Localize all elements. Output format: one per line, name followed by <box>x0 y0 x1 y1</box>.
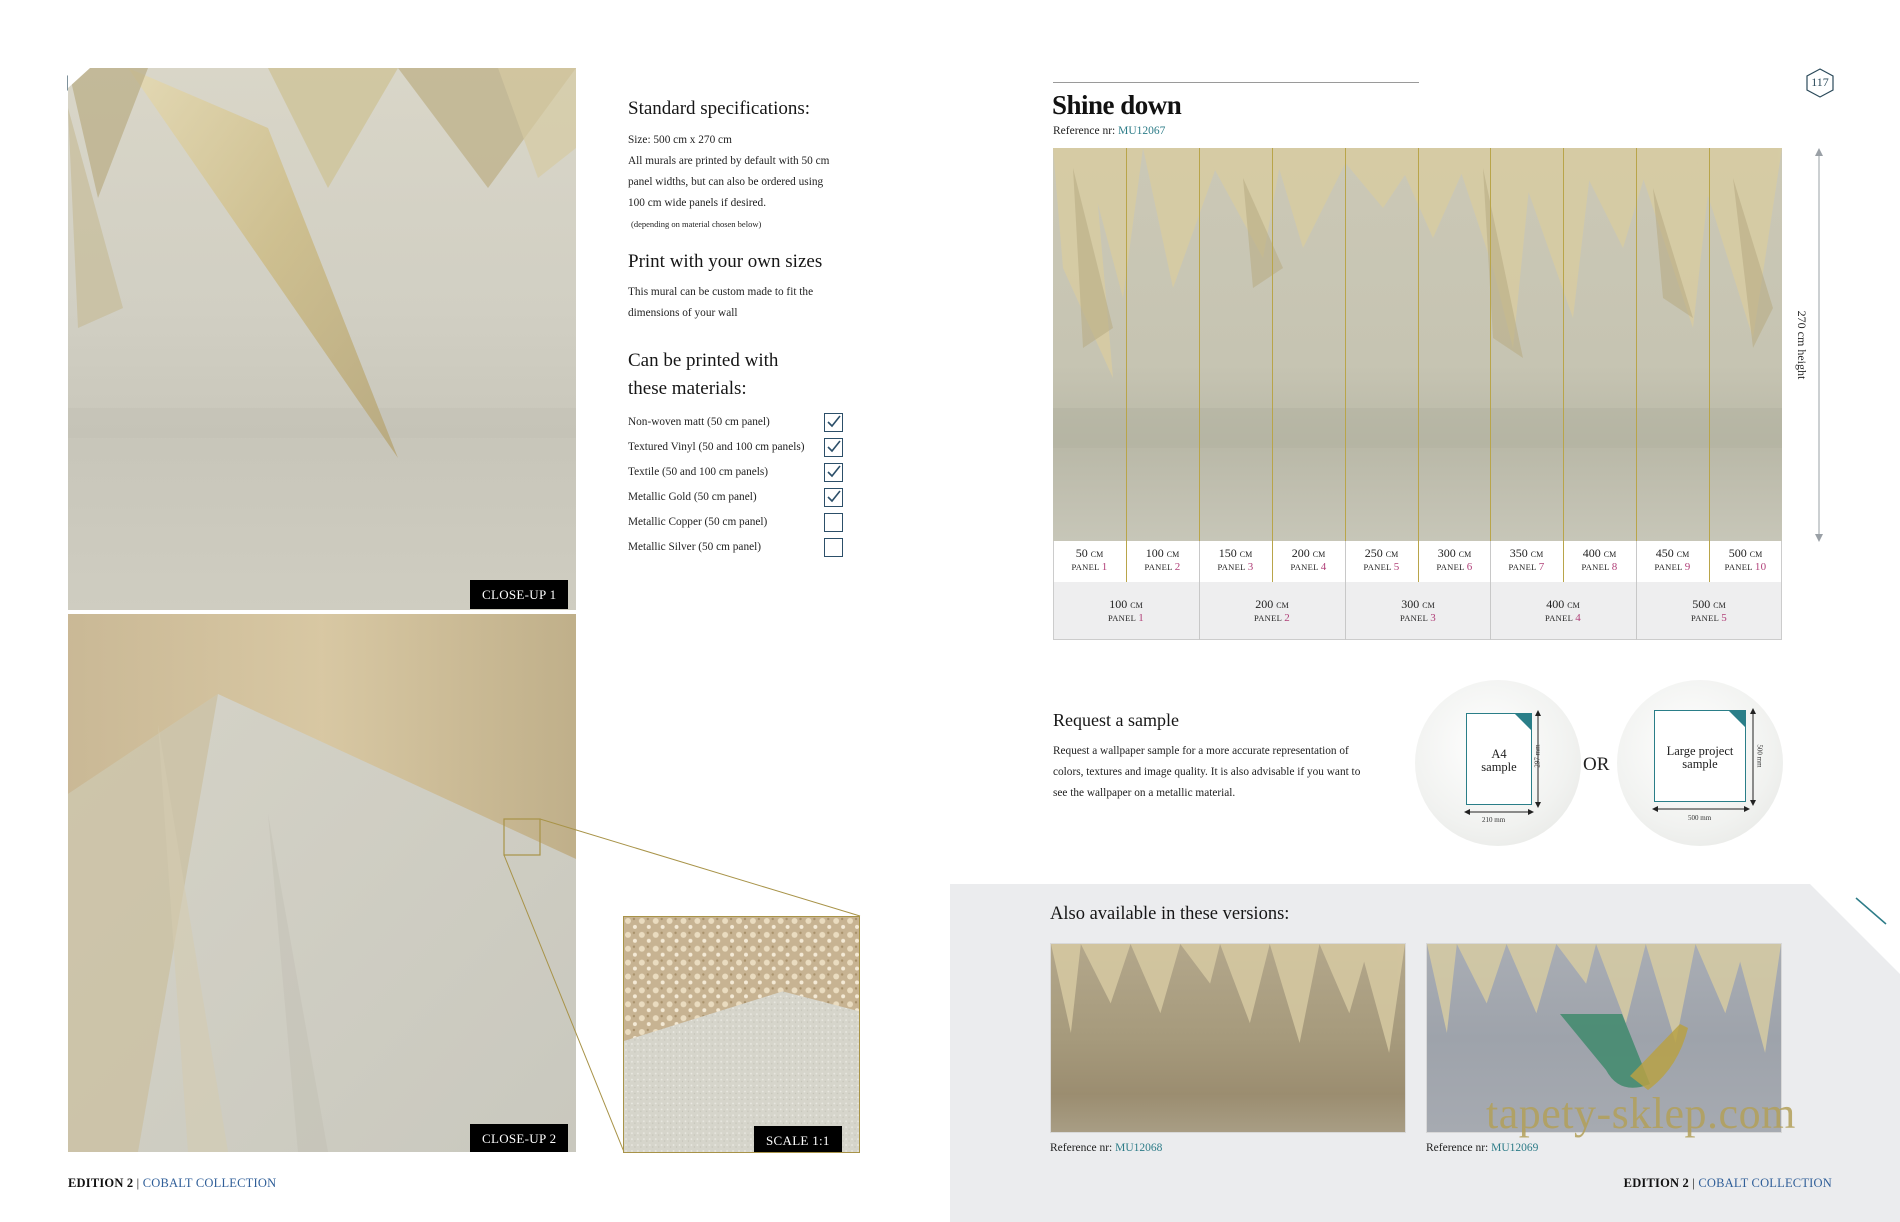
material-row <box>628 538 846 560</box>
panel-label <box>1636 546 1709 573</box>
checkmark-icon <box>826 464 841 479</box>
panel-number-value: 1 <box>1101 561 1108 573</box>
panel-divider <box>1345 148 1346 541</box>
panel-label <box>1345 597 1491 624</box>
large-height-label: 500 mm <box>1755 744 1764 768</box>
corner-accent-icon <box>1854 896 1890 926</box>
material-checkbox[interactable] <box>824 513 843 532</box>
version-1-reference-code[interactable]: MU12068 <box>1115 1142 1163 1154</box>
panel-width-value: 250 <box>1364 546 1383 560</box>
panel-width-value: 450 <box>1655 546 1674 560</box>
scale-label: SCALE 1:1 <box>754 1126 842 1153</box>
checkmark-icon <box>826 414 841 429</box>
specs-line-1: All murals are printed by default with 50 cm <box>628 155 830 167</box>
panel-width-unit: CM <box>1567 601 1580 610</box>
sample-line-3: see the wallpaper on a metallic material. <box>1053 787 1236 799</box>
panel-width-value: 350 <box>1509 546 1528 560</box>
material-label: Textile (50 and 100 cm panels) <box>628 466 769 478</box>
page-number-right-text: 117 <box>1811 75 1829 89</box>
version-1-reference-label: Reference nr: <box>1050 1142 1116 1154</box>
panel-divider <box>1126 148 1127 582</box>
material-row <box>628 488 846 510</box>
material-label: Non-woven matt (50 cm panel) <box>628 416 770 428</box>
own-sizes-line-1: This mural can be custom made to fit the <box>628 286 814 298</box>
panel-label <box>1199 597 1345 624</box>
material-label: Metallic Silver (50 cm panel) <box>628 541 762 553</box>
panel-divider <box>1563 148 1564 582</box>
closeup-2-label: CLOSE-UP 2 <box>470 1124 568 1152</box>
panel-width-value: 200 <box>1255 597 1274 611</box>
panel-width-unit: CM <box>1239 550 1253 559</box>
panel-label <box>1636 597 1782 624</box>
panel-number-label: PANEL <box>1399 613 1428 623</box>
version-1-thumbnail[interactable] <box>1050 943 1406 1133</box>
material-checkbox[interactable] <box>824 538 843 557</box>
panel-width <box>1490 546 1563 561</box>
panel-number <box>1345 612 1491 624</box>
panel-number-label: PANEL <box>1436 562 1465 572</box>
panel-width <box>1636 597 1782 612</box>
panel-number-label: PANEL <box>1544 613 1573 623</box>
panel-number-value: 2 <box>1284 612 1291 624</box>
panel-label <box>1053 546 1126 573</box>
panel-width <box>1199 597 1345 612</box>
or-label: OR <box>1583 754 1610 775</box>
panel-width-unit: CM <box>1530 550 1544 559</box>
footer-left <box>68 1176 276 1191</box>
material-checkbox[interactable] <box>824 413 843 432</box>
panel-number-label: PANEL <box>1654 562 1683 572</box>
height-label: 270 cm height <box>1795 310 1809 380</box>
a4-dimension-arrows <box>1462 710 1552 826</box>
panel-divider <box>1418 148 1419 582</box>
specs-size: Size: 500 cm x 270 cm <box>628 134 732 146</box>
footer-left-edition: EDITION 2 <box>68 1176 134 1190</box>
panel-number-label: PANEL <box>1581 562 1610 572</box>
panel-number-label: PANEL <box>1724 562 1753 572</box>
panel-width <box>1053 597 1199 612</box>
panel-divider <box>1490 148 1491 541</box>
panel-width-value: 500 <box>1692 597 1711 611</box>
panel-number-value: 5 <box>1721 612 1728 624</box>
panel-width <box>1709 546 1782 561</box>
material-checkbox[interactable] <box>824 463 843 482</box>
panel-number <box>1345 561 1418 573</box>
panel-divider <box>1636 148 1637 541</box>
panel-number-label: PANEL <box>1508 562 1537 572</box>
closeup-1-label: CLOSE-UP 1 <box>470 580 568 609</box>
panel-width <box>1345 597 1491 612</box>
panel-label <box>1490 597 1636 624</box>
footer-right-separator: | <box>1689 1176 1699 1190</box>
materials-heading-line-1: Can be printed with <box>628 350 779 371</box>
panel-width-value: 500 <box>1728 546 1747 560</box>
panel-number-label: PANEL <box>1253 613 1282 623</box>
panel-width-unit: CM <box>1422 601 1435 610</box>
panel-width <box>1053 546 1126 561</box>
panel-number-value: 6 <box>1466 561 1473 573</box>
panel-width-value: 300 <box>1437 546 1456 560</box>
panel-width-value: 400 <box>1582 546 1601 560</box>
material-row <box>628 438 846 460</box>
panel-width <box>1490 597 1636 612</box>
panel-number <box>1418 561 1491 573</box>
panel-label <box>1272 546 1345 573</box>
panel-label <box>1418 546 1491 573</box>
panel-divider <box>1199 148 1200 541</box>
panel-number-value: 9 <box>1684 561 1691 573</box>
watermark-text: tapety-sklep.com <box>1486 1089 1796 1138</box>
panel-width-unit: CM <box>1166 550 1180 559</box>
panel-width-value: 400 <box>1546 597 1565 611</box>
material-label: Metallic Gold (50 cm panel) <box>628 491 757 503</box>
version-2-reference-label: Reference nr: <box>1426 1142 1492 1154</box>
panel-number-label: PANEL <box>1217 562 1246 572</box>
version-2-reference <box>1426 1142 1538 1154</box>
panel-width-unit: CM <box>1276 601 1289 610</box>
panel-width <box>1272 546 1345 561</box>
material-row <box>628 463 846 485</box>
materials-heading <box>628 347 778 403</box>
material-row <box>628 413 846 435</box>
panel-width-unit: CM <box>1385 550 1399 559</box>
panel-number <box>1636 612 1782 624</box>
versions-heading: Also available in these versions: <box>1050 904 1290 924</box>
panel-label <box>1490 546 1563 573</box>
panel-number <box>1199 612 1345 624</box>
material-checkbox[interactable] <box>824 488 843 507</box>
panel-number <box>1636 561 1709 573</box>
panel-label <box>1345 546 1418 573</box>
materials-heading-line-2: these materials: <box>628 378 747 399</box>
panel-width-unit: CM <box>1130 601 1143 610</box>
panel-width-unit: CM <box>1090 550 1104 559</box>
sample-line-1: Request a wallpaper sample for a more accurate representation of <box>1053 745 1349 757</box>
footer-right <box>1624 1176 1832 1191</box>
version-2-reference-code[interactable]: MU12069 <box>1491 1142 1539 1154</box>
mural-reference <box>1053 125 1165 137</box>
checkmark-icon <box>826 489 841 504</box>
panel-width <box>1199 546 1272 561</box>
panel-label <box>1199 546 1272 573</box>
panel-width-unit: CM <box>1458 550 1472 559</box>
panel-width-value: 100 <box>1109 597 1128 611</box>
mural-reference-label: Reference nr: <box>1053 125 1119 137</box>
mural-reference-code: MU12067 <box>1118 125 1166 137</box>
specs-note: (depending on material chosen below) <box>631 219 762 229</box>
panel-divider <box>1709 148 1710 582</box>
large-dimension-arrows <box>1650 708 1766 824</box>
panel-number-value: 3 <box>1247 561 1254 573</box>
panel-number-value: 7 <box>1538 561 1545 573</box>
panel-number <box>1709 561 1782 573</box>
panel-number <box>1490 561 1563 573</box>
own-sizes-body <box>628 282 888 324</box>
scale-1-1-texture <box>623 916 860 1153</box>
panel-number-value: 4 <box>1320 561 1327 573</box>
own-sizes-heading: Print with your own sizes <box>628 251 823 272</box>
mural-title: Shine down <box>1052 90 1182 120</box>
title-rule <box>1053 82 1419 83</box>
page-number-right <box>1806 68 1834 98</box>
panel-number <box>1126 561 1199 573</box>
panel-number-label: PANEL <box>1107 613 1136 623</box>
specs-body <box>628 130 888 214</box>
panel-number <box>1563 561 1636 573</box>
panel-width-unit: CM <box>1676 550 1690 559</box>
a4-width-label: 210 mm <box>1482 816 1506 824</box>
specs-line-2: panel widths, but can also be ordered using <box>628 176 824 188</box>
material-label: Metallic Copper (50 cm panel) <box>628 516 768 528</box>
sample-heading: Request a sample <box>1053 710 1179 730</box>
a4-sample-line-2: sample <box>1481 760 1517 774</box>
height-arrow <box>1812 148 1826 543</box>
panel-width-value: 100 <box>1145 546 1164 560</box>
panel-number-value: 1 <box>1138 612 1145 624</box>
panel-width-value: 200 <box>1291 546 1310 560</box>
panel-number-value: 2 <box>1174 561 1181 573</box>
panel-number <box>1053 612 1199 624</box>
panel-width-value: 50 <box>1075 546 1088 560</box>
panel-number <box>1490 612 1636 624</box>
sample-body <box>1053 741 1393 804</box>
panel-width <box>1345 546 1418 561</box>
panel-width-unit: CM <box>1603 550 1617 559</box>
panel-width <box>1563 546 1636 561</box>
footer-left-separator: | <box>133 1176 143 1190</box>
footer-right-collection: COBALT COLLECTION <box>1698 1176 1832 1190</box>
watermark-logo-icon <box>1560 1010 1690 1096</box>
panel-width-unit: CM <box>1312 550 1326 559</box>
checkmark-icon <box>826 439 841 454</box>
panel-number-value: 5 <box>1393 561 1400 573</box>
panel-label <box>1709 546 1782 573</box>
panel-number-label: PANEL <box>1690 613 1719 623</box>
panel-number <box>1053 561 1126 573</box>
footer-right-edition: EDITION 2 <box>1623 1176 1690 1190</box>
panel-number-label: PANEL <box>1144 562 1173 572</box>
material-checkbox[interactable] <box>824 438 843 457</box>
a4-height-label: 297 mm <box>1533 744 1542 768</box>
panel-width-unit: CM <box>1749 550 1763 559</box>
large-sample-line-2: sample <box>1682 757 1718 771</box>
large-width-label: 500 mm <box>1688 814 1712 822</box>
panel-width-value: 150 <box>1218 546 1237 560</box>
panel-number-value: 4 <box>1575 612 1582 624</box>
version-1-reference <box>1050 1142 1162 1154</box>
panel-number-label: PANEL <box>1290 562 1319 572</box>
material-row <box>628 513 846 535</box>
specs-line-3: 100 cm wide panels if desired. <box>628 197 767 209</box>
a4-sample-line-1: A4 <box>1491 747 1507 761</box>
material-label: Textured Vinyl (50 and 100 cm panels) <box>628 441 805 453</box>
panel-number-value: 10 <box>1754 561 1767 573</box>
panel-label <box>1053 597 1199 624</box>
panel-width-unit: CM <box>1713 601 1726 610</box>
panel-width <box>1636 546 1709 561</box>
panel-label <box>1563 546 1636 573</box>
panel-width-value: 300 <box>1401 597 1420 611</box>
panel-number <box>1199 561 1272 573</box>
panel-number <box>1272 561 1345 573</box>
footer-left-collection: COBALT COLLECTION <box>142 1176 277 1190</box>
panel-number-label: PANEL <box>1363 562 1392 572</box>
panel-label <box>1126 546 1199 573</box>
panel-number-label: PANEL <box>1071 562 1100 572</box>
panel-width <box>1126 546 1199 561</box>
panel-divider <box>1272 148 1273 582</box>
specs-heading: Standard specifications: <box>628 98 811 119</box>
own-sizes-line-2: dimensions of your wall <box>628 307 738 319</box>
panel-width <box>1418 546 1491 561</box>
panel-number-value: 8 <box>1611 561 1618 573</box>
large-sample-line-1: Large project <box>1666 744 1734 758</box>
panel-number-value: 3 <box>1430 612 1437 624</box>
sample-line-2: colors, textures and image quality. It is also advisable if you want to <box>1053 766 1361 778</box>
